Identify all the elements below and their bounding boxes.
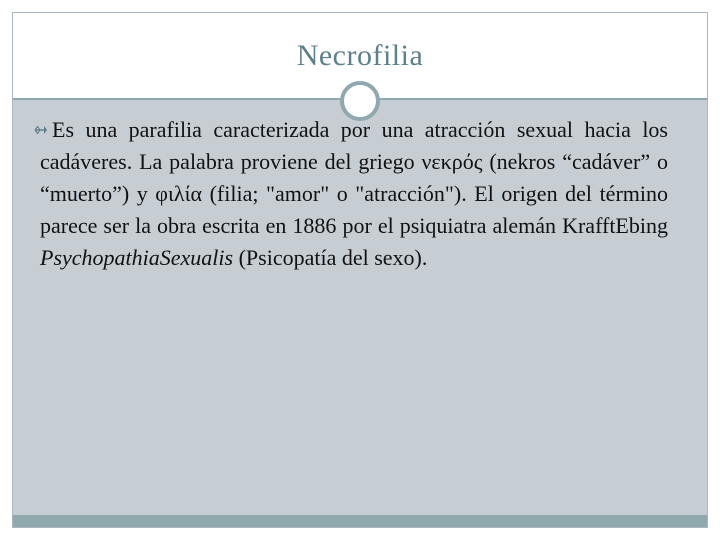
bullet-paragraph <box>40 114 668 274</box>
paragraph-text-end: (Psicopatía del sexo). <box>233 245 428 270</box>
paragraph-text: Es una parafilia caracterizada por una atracción sexual hacia los cadáveres. La palabra proviene del griego νεκρός (nekros “cadáver” o “muerto”) y φιλία (filia; "amor" o "atracción"). El origen del término parece ser la obra escrita en 1886 por el psiquiatra alemán KrafftEbing <box>40 117 668 238</box>
footer-bar <box>13 515 707 527</box>
slide-title: Necrofilia <box>296 39 424 72</box>
book-title-italic: PsychopathiaSexualis <box>40 245 234 270</box>
